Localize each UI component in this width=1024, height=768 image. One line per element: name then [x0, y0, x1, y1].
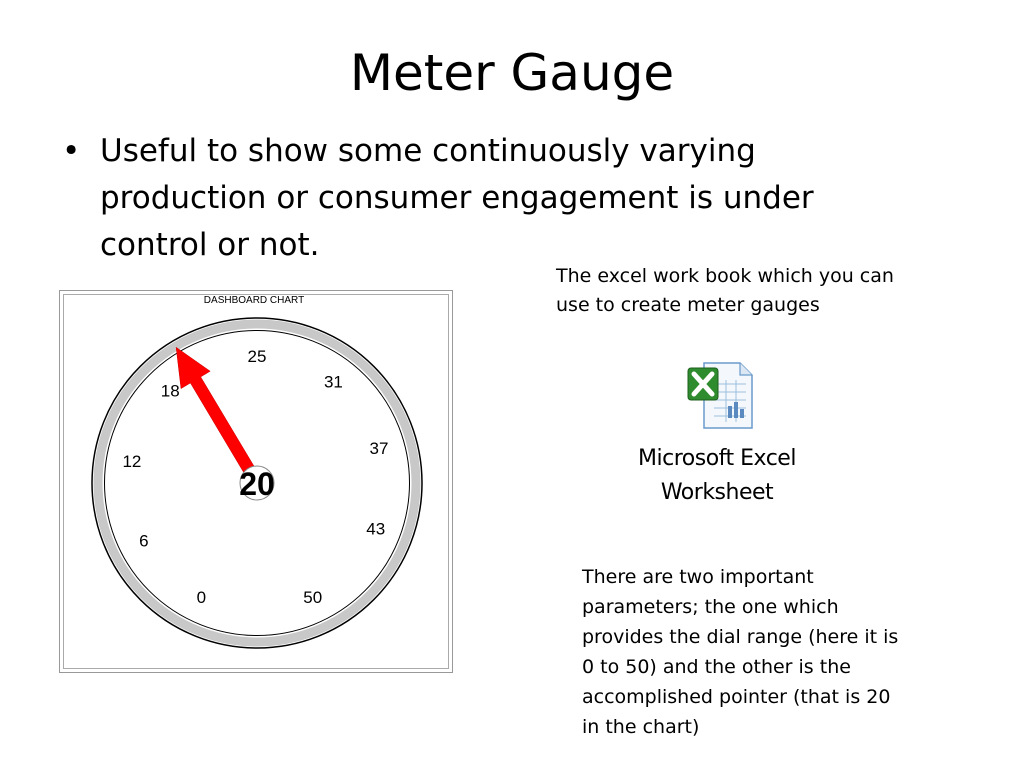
gauge-tick-label: 12: [122, 452, 142, 472]
excel-label-line2: Worksheet: [660, 480, 774, 505]
excel-note: The excel work book which you can use to create meter gauges: [556, 265, 894, 316]
chart-title: DASHBOARD CHART: [203, 295, 305, 306]
gauge-chart: [59, 290, 453, 673]
bullet-list: [62, 128, 862, 269]
gauge-tick-label: 25: [247, 347, 267, 366]
gauge-tick-label: 37: [369, 438, 389, 458]
gauge-tick-label: 6: [139, 531, 149, 551]
excel-file-icon[interactable]: [684, 360, 756, 432]
gauge-value-label: 20: [239, 466, 275, 502]
parameters-note: There are two important parameters; the one which provides the dial range (here it is 0 to 50) and the other is the accomplished pointer (that is 20 in the chart): [582, 566, 899, 738]
slide-title: Meter Gauge: [349, 44, 675, 102]
gauge-tick-label: 0: [196, 588, 207, 608]
gauge-tick-label: 43: [366, 519, 386, 539]
bullet-item: [62, 128, 862, 269]
excel-object-label[interactable]: [612, 442, 822, 510]
bullet-text: Useful to show some continuously varying production or consumer engagement is under control or not.: [100, 133, 814, 263]
bullet-dot-icon: •: [62, 133, 81, 169]
gauge-tick-label: 50: [303, 588, 323, 608]
gauge-tick-label: 18: [160, 381, 180, 401]
gauge-tick-label: 31: [323, 372, 343, 392]
excel-label-line1: Microsoft Excel: [638, 446, 796, 471]
